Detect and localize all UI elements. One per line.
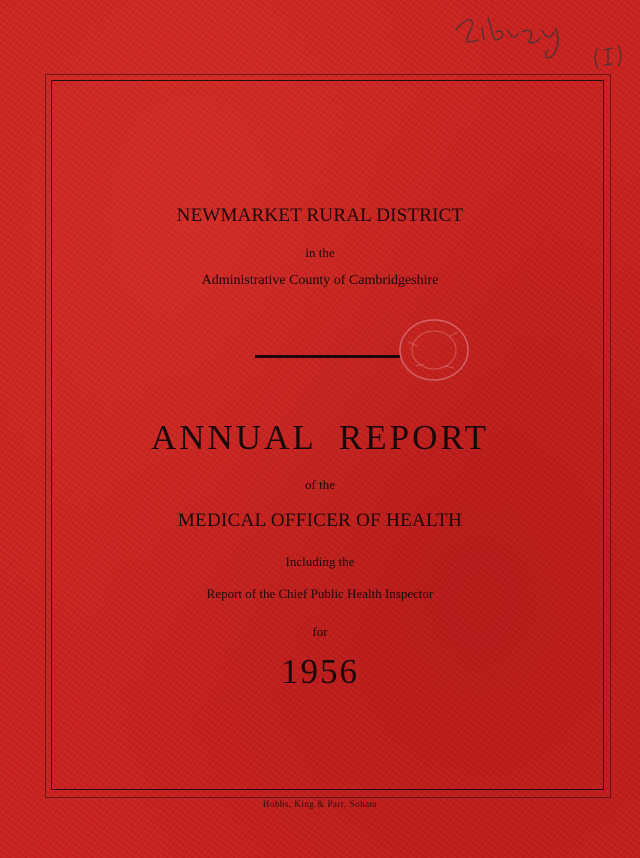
county-text: Administrative County of Cambridgeshire [201,273,439,288]
divider-rule [255,355,400,358]
library-stamp [394,314,474,386]
report-year: 1956 [281,652,359,691]
of-the-text: of the [305,477,335,492]
printer-imprint: Hobbs, King & Parr, Soham [262,799,378,809]
officer-heading: MEDICAL OFFICER OF HEALTH [177,510,463,531]
inspector-report-text: Report of the Chief Public Health Inspector [206,586,434,601]
in-the-text: in the [305,245,335,260]
including-text: Including the [285,554,355,569]
report-title: ANNUAL REPORT [150,418,490,457]
handwritten-library-note [448,8,633,70]
for-text: for [312,624,328,639]
district-heading: NEWMARKET RURAL DISTRICT [176,205,464,226]
